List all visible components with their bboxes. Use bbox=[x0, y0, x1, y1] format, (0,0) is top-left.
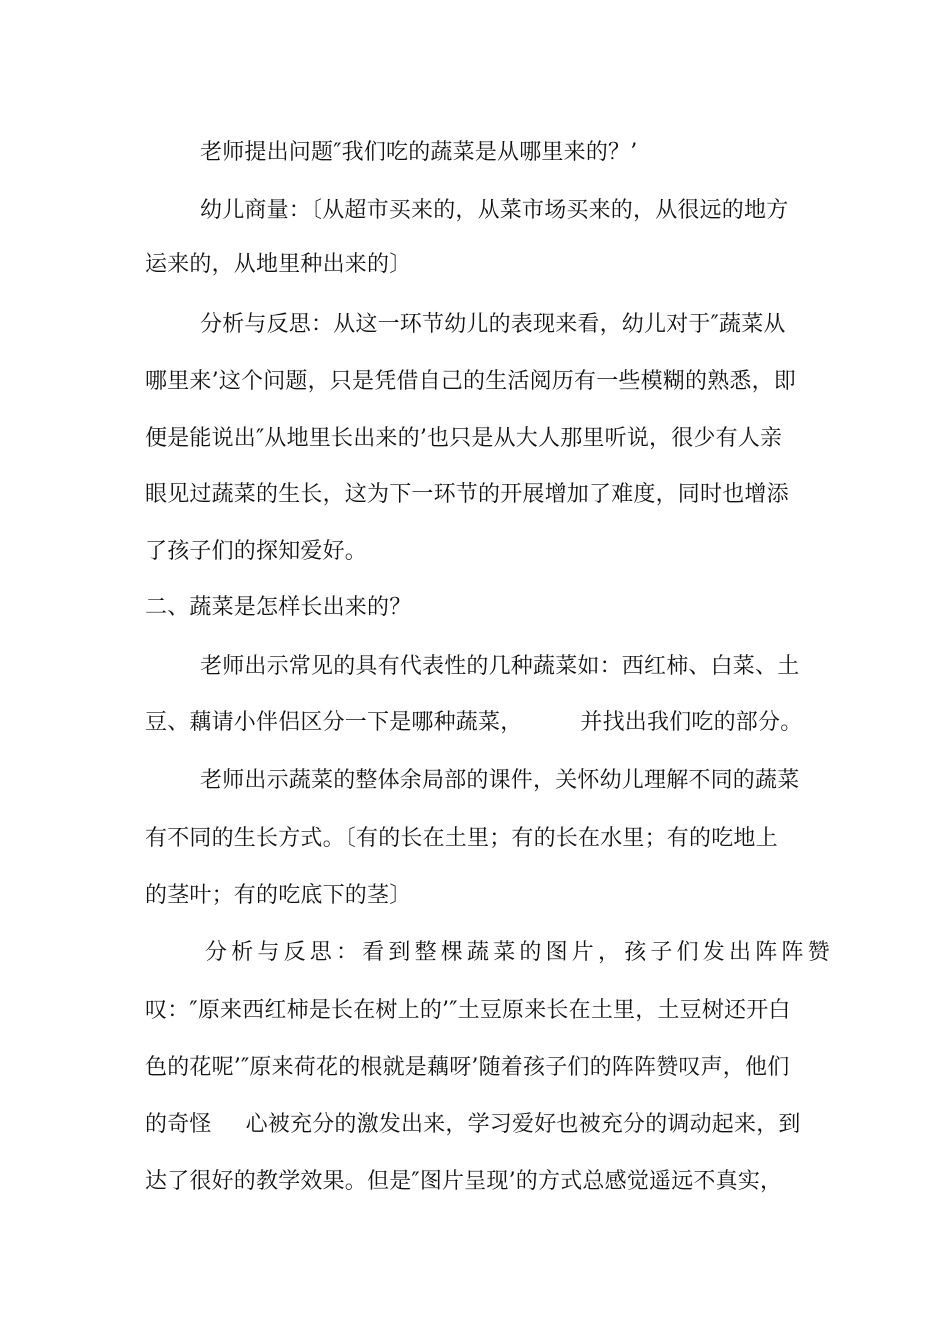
paragraph-line-9: 老师出示常见的具有代表性的几种蔬菜如：西红柿、白菜、土 bbox=[200, 654, 800, 679]
paragraph-line-4: 分析与反思：从这一环节幼儿的表现来看，幼儿对于″蔬菜从 bbox=[200, 312, 786, 337]
paragraph-line-5: 哪里来’这个问题，只是凭借自己的生活阅历有一些模糊的熟悉，即 bbox=[145, 369, 796, 394]
paragraph-line-8: 了孩子们的探知爱好。 bbox=[145, 539, 368, 564]
paragraph-line-6: 便是能说出″从地里长出来的’也只是从大人那里听说，很少有人亲 bbox=[145, 426, 783, 451]
paragraph-line-1: 老师提出问题″我们吃的蔬菜是从哪里来的？’ bbox=[200, 140, 638, 165]
paragraph-line-15: 叹：″原来西红柿是长在树上的’″土豆原来长在土里，土豆树还开白 bbox=[145, 998, 791, 1023]
paragraph-line-7: 眼见过蔬菜的生长，这为下一环节的开展增加了难度，同时也增添 bbox=[145, 482, 789, 507]
paragraph-line-17 bbox=[145, 1110, 815, 1140]
paragraph-line-12: 有不同的生长方式。〔有的长在土里；有的长在水里；有的吃地上 bbox=[145, 826, 778, 851]
paragraph-line-10 bbox=[145, 708, 815, 738]
paragraph-line-11: 老师出示蔬菜的整体余局部的课件，关怀幼儿理解不同的蔬菜 bbox=[200, 768, 800, 793]
paragraph-line-13: 的茎叶；有的吃底下的茎〕 bbox=[145, 883, 412, 908]
section-heading: 二、蔬菜是怎样长出来的？ bbox=[145, 595, 412, 620]
paragraph-line-3: 运来的，从地里种出来的〕 bbox=[145, 252, 412, 277]
paragraph-line-10-part-2: 并找出我们吃的部分。 bbox=[580, 710, 803, 735]
paragraph-line-16: 色的花呢’″原来荷花的根就是藕呀’随着孩子们的阵阵赞叹声，他们 bbox=[145, 1055, 790, 1080]
paragraph-line-17-part-1: 的奇怪 bbox=[145, 1112, 212, 1137]
paragraph-line-2: 幼儿商量：〔从超市买来的，从菜市场买来的，从很远的地方 bbox=[200, 198, 789, 223]
paragraph-line-14: 分析与反思：看到整棵蔬菜的图片，孩子们发出阵阵赞 bbox=[205, 940, 834, 965]
paragraph-line-10-part-1: 豆、藕请小伴侣区分一下是哪种蔬菜， bbox=[145, 710, 523, 735]
paragraph-line-18: 达了很好的教学效果。但是″图片呈现’的方式总感觉遥远不真实， bbox=[145, 1169, 783, 1194]
paragraph-line-17-part-2: 心被充分的激发出来，学习爱好也被充分的调动起来，到 bbox=[245, 1112, 801, 1137]
